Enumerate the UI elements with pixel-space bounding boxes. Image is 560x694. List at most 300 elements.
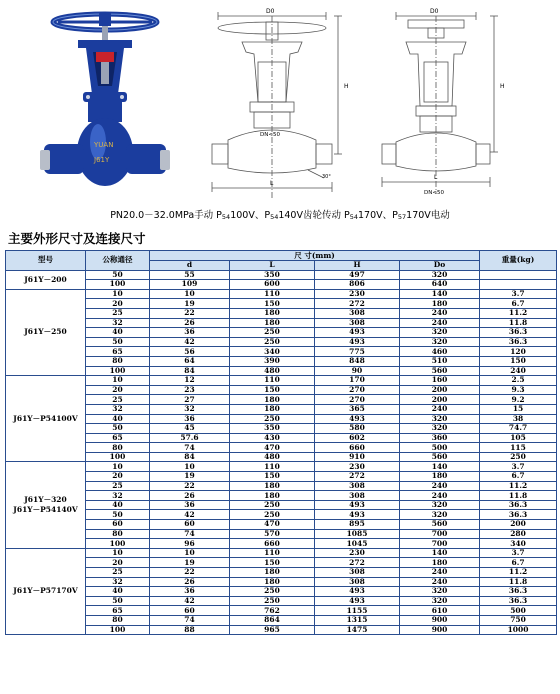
table-cell: 272 bbox=[315, 558, 400, 568]
table-cell: 36.3 bbox=[480, 328, 557, 338]
figure-caption bbox=[0, 207, 560, 221]
table-cell: 200 bbox=[400, 395, 480, 405]
header-d: d bbox=[150, 261, 230, 271]
table-cell: 320 bbox=[400, 500, 480, 510]
table-cell: 493 bbox=[315, 500, 400, 510]
table-cell: 340 bbox=[230, 347, 315, 357]
table-cell: 240 bbox=[400, 481, 480, 491]
table-cell: 40 bbox=[86, 328, 150, 338]
table-cell: 109 bbox=[150, 280, 230, 290]
table-cell: 895 bbox=[315, 520, 400, 530]
model-cell bbox=[6, 548, 86, 634]
h-label: H bbox=[344, 83, 349, 90]
table-cell: 25 bbox=[86, 395, 150, 405]
table-cell: 1000 bbox=[480, 625, 557, 635]
table-cell: 250 bbox=[230, 510, 315, 520]
table-cell: 320 bbox=[400, 328, 480, 338]
table-row bbox=[6, 596, 557, 606]
table-cell: 250 bbox=[230, 500, 315, 510]
table-cell: 250 bbox=[230, 596, 315, 606]
table-cell: 497 bbox=[315, 270, 400, 280]
table-row bbox=[6, 606, 557, 616]
valve-photo bbox=[38, 2, 173, 202]
table-cell: 65 bbox=[86, 347, 150, 357]
d0-label-right: D0 bbox=[430, 8, 439, 15]
table-cell: 32 bbox=[86, 577, 150, 587]
drawing-actuator bbox=[376, 2, 516, 205]
table-cell: 96 bbox=[150, 539, 230, 549]
table-cell: 19 bbox=[150, 472, 230, 482]
table-cell: 42 bbox=[150, 596, 230, 606]
l-label: L bbox=[270, 180, 274, 187]
caption-part: 170V、P bbox=[358, 210, 398, 221]
table-cell: 660 bbox=[230, 539, 315, 549]
table-cell: 64 bbox=[150, 356, 230, 366]
valve-model-text: J61Y bbox=[94, 156, 110, 164]
table-cell: 3.7 bbox=[480, 289, 557, 299]
table-cell: 25 bbox=[86, 481, 150, 491]
table-cell: 560 bbox=[400, 452, 480, 462]
table-cell: 308 bbox=[315, 481, 400, 491]
table-row bbox=[6, 356, 557, 366]
table-cell: 42 bbox=[150, 510, 230, 520]
table-cell: 320 bbox=[400, 424, 480, 434]
table-cell: 660 bbox=[315, 443, 400, 453]
table-cell: 80 bbox=[86, 529, 150, 539]
table-cell: 320 bbox=[400, 414, 480, 424]
table-cell: 272 bbox=[315, 472, 400, 482]
table-row bbox=[6, 472, 557, 482]
table-cell: 180 bbox=[230, 491, 315, 501]
drawing-handwheel bbox=[198, 2, 363, 205]
table-cell: 19 bbox=[150, 299, 230, 309]
table-cell: 110 bbox=[230, 376, 315, 386]
model-name: J61Y－320 bbox=[24, 495, 67, 505]
table-cell: 150 bbox=[230, 385, 315, 395]
table-cell: 50 bbox=[86, 270, 150, 280]
table-cell: 320 bbox=[400, 587, 480, 597]
table-cell: 140 bbox=[400, 548, 480, 558]
table-cell: 500 bbox=[480, 606, 557, 616]
table-cell: 560 bbox=[400, 366, 480, 376]
table-cell: 493 bbox=[315, 337, 400, 347]
table-cell: 20 bbox=[86, 385, 150, 395]
table-cell: 36 bbox=[150, 500, 230, 510]
table-cell: 240 bbox=[400, 491, 480, 501]
table-cell: 240 bbox=[400, 308, 480, 318]
table-cell: 74 bbox=[150, 443, 230, 453]
table-cell: 640 bbox=[400, 280, 480, 290]
table-row bbox=[6, 587, 557, 597]
caption-sub: 54 bbox=[270, 213, 279, 221]
model-name: J61Y－P57170V bbox=[13, 586, 78, 596]
caption-sub: 57 bbox=[397, 213, 407, 221]
table-cell: 1475 bbox=[315, 625, 400, 635]
table-cell: 320 bbox=[400, 596, 480, 606]
table-cell: 74 bbox=[150, 529, 230, 539]
table-cell: 365 bbox=[315, 404, 400, 414]
table-cell: 150 bbox=[230, 299, 315, 309]
table-cell: 32 bbox=[150, 404, 230, 414]
table-cell: 50 bbox=[86, 510, 150, 520]
table-cell: 308 bbox=[315, 491, 400, 501]
table-cell: 10 bbox=[150, 462, 230, 472]
table-cell: 470 bbox=[230, 520, 315, 530]
table-cell: 360 bbox=[400, 433, 480, 443]
table-cell: 110 bbox=[230, 289, 315, 299]
table-row bbox=[6, 433, 557, 443]
table-cell: 350 bbox=[230, 424, 315, 434]
table-cell: 250 bbox=[230, 337, 315, 347]
table-cell: 1315 bbox=[315, 615, 400, 625]
model-cell bbox=[6, 270, 86, 289]
table-cell: 56 bbox=[150, 347, 230, 357]
caption-part: 140V齿轮传动 P bbox=[278, 210, 350, 221]
table-cell: 700 bbox=[400, 529, 480, 539]
caption-part: 170V电动 bbox=[406, 210, 450, 221]
table-row bbox=[6, 347, 557, 357]
model-name: J61Y－P54100V bbox=[13, 413, 78, 423]
table-cell: 6.7 bbox=[480, 558, 557, 568]
caption-part: PN20.0－32.0MPa手动 P bbox=[110, 210, 222, 221]
table-cell: 965 bbox=[230, 625, 315, 635]
table-cell: 50 bbox=[86, 596, 150, 606]
table-cell: 180 bbox=[230, 568, 315, 578]
table-cell: 38 bbox=[480, 414, 557, 424]
table-cell: 580 bbox=[315, 424, 400, 434]
table-cell: 11.2 bbox=[480, 568, 557, 578]
table-cell: 775 bbox=[315, 347, 400, 357]
model-name: J61Y－200 bbox=[24, 274, 67, 284]
table-cell: 240 bbox=[400, 318, 480, 328]
table-cell: 493 bbox=[315, 596, 400, 606]
table-cell: 10 bbox=[150, 548, 230, 558]
table-cell: 460 bbox=[400, 347, 480, 357]
table-row bbox=[6, 289, 557, 299]
table-cell: 270 bbox=[315, 385, 400, 395]
table-cell: 11.8 bbox=[480, 491, 557, 501]
section-title: 主要外形尺寸及连接尺寸 bbox=[8, 231, 146, 246]
table-cell: 150 bbox=[230, 558, 315, 568]
table-cell: 36.3 bbox=[480, 337, 557, 347]
table-cell: 240 bbox=[480, 366, 557, 376]
model-cell bbox=[6, 462, 86, 548]
table-cell: 180 bbox=[400, 558, 480, 568]
table-cell: 560 bbox=[400, 520, 480, 530]
table-cell: 240 bbox=[400, 404, 480, 414]
table-cell: 570 bbox=[230, 529, 315, 539]
table-cell: 57.6 bbox=[150, 433, 230, 443]
table-cell: 32 bbox=[86, 318, 150, 328]
table-cell: 36 bbox=[150, 328, 230, 338]
table-cell: 74 bbox=[150, 615, 230, 625]
table-cell: 602 bbox=[315, 433, 400, 443]
table-cell: 900 bbox=[400, 615, 480, 625]
table-row bbox=[6, 568, 557, 578]
table-cell: 250 bbox=[480, 452, 557, 462]
header-D0: Do bbox=[400, 261, 480, 271]
table-cell: 200 bbox=[480, 520, 557, 530]
table-cell: 230 bbox=[315, 289, 400, 299]
table-cell: 180 bbox=[400, 472, 480, 482]
table-cell: 762 bbox=[230, 606, 315, 616]
table-row bbox=[6, 548, 557, 558]
table-cell: 25 bbox=[86, 568, 150, 578]
model-name: J61Y－250 bbox=[24, 327, 67, 337]
table-cell: 350 bbox=[230, 270, 315, 280]
table-cell: 11.8 bbox=[480, 318, 557, 328]
table-cell: 390 bbox=[230, 356, 315, 366]
table-cell: 36 bbox=[150, 414, 230, 424]
table-cell: 6.7 bbox=[480, 299, 557, 309]
table-cell: 36.3 bbox=[480, 510, 557, 520]
table-cell: 610 bbox=[400, 606, 480, 616]
table-cell bbox=[480, 270, 557, 280]
table-row bbox=[6, 529, 557, 539]
table-cell: 500 bbox=[400, 443, 480, 453]
table-row bbox=[6, 404, 557, 414]
table-cell: 22 bbox=[150, 308, 230, 318]
table-cell: 20 bbox=[86, 558, 150, 568]
table-cell: 848 bbox=[315, 356, 400, 366]
h-label-right: H bbox=[500, 83, 505, 90]
table-cell: 272 bbox=[315, 299, 400, 309]
table-cell: 50 bbox=[86, 337, 150, 347]
angle-label: 30° bbox=[322, 174, 331, 180]
table-cell: 1085 bbox=[315, 529, 400, 539]
table-cell: 150 bbox=[230, 472, 315, 482]
table-cell: 115 bbox=[480, 443, 557, 453]
table-cell: 110 bbox=[230, 462, 315, 472]
header-L: L bbox=[230, 261, 315, 271]
table-cell: 40 bbox=[86, 500, 150, 510]
model-cell bbox=[6, 376, 86, 462]
model-cell bbox=[6, 289, 86, 375]
table-cell: 240 bbox=[400, 577, 480, 587]
table-cell: 32 bbox=[86, 491, 150, 501]
table-row bbox=[6, 414, 557, 424]
table-cell: 910 bbox=[315, 452, 400, 462]
table-cell: 100 bbox=[86, 366, 150, 376]
table-row bbox=[6, 452, 557, 462]
caption-sub: 54 bbox=[221, 213, 231, 221]
table-cell: 10 bbox=[86, 462, 150, 472]
table-cell: 180 bbox=[230, 481, 315, 491]
table-row bbox=[6, 443, 557, 453]
table-cell: 2.5 bbox=[480, 376, 557, 386]
table-cell: 493 bbox=[315, 587, 400, 597]
table-cell: 90 bbox=[315, 366, 400, 376]
table-cell: 100 bbox=[86, 452, 150, 462]
table-cell: 88 bbox=[150, 625, 230, 635]
table-cell: 20 bbox=[86, 472, 150, 482]
table-cell: 1045 bbox=[315, 539, 400, 549]
table-cell: 3.7 bbox=[480, 548, 557, 558]
table-row bbox=[6, 491, 557, 501]
table-row bbox=[6, 539, 557, 549]
table-row bbox=[6, 318, 557, 328]
table-cell: 25 bbox=[86, 308, 150, 318]
table-cell: 340 bbox=[480, 539, 557, 549]
table-cell: 160 bbox=[400, 376, 480, 386]
table-cell: 180 bbox=[230, 577, 315, 587]
table-cell: 308 bbox=[315, 577, 400, 587]
table-cell: 250 bbox=[230, 328, 315, 338]
table-row bbox=[6, 500, 557, 510]
table-row bbox=[6, 615, 557, 625]
table-cell: 9.2 bbox=[480, 395, 557, 405]
table-cell bbox=[480, 280, 557, 290]
dn-label-right: DN<50 bbox=[424, 190, 444, 196]
table-cell: 36.3 bbox=[480, 596, 557, 606]
table-cell: 320 bbox=[400, 510, 480, 520]
table-cell: 27 bbox=[150, 395, 230, 405]
table-row bbox=[6, 376, 557, 386]
table-cell: 65 bbox=[86, 606, 150, 616]
table-cell: 308 bbox=[315, 318, 400, 328]
table-cell: 170 bbox=[315, 376, 400, 386]
table-row bbox=[6, 424, 557, 434]
table-row bbox=[6, 625, 557, 635]
table-cell: 60 bbox=[86, 520, 150, 530]
table-row bbox=[6, 577, 557, 587]
table-cell: 40 bbox=[86, 587, 150, 597]
header-dn: 公称通径 bbox=[86, 251, 150, 271]
table-cell: 36.3 bbox=[480, 500, 557, 510]
table-cell: 806 bbox=[315, 280, 400, 290]
table-cell: 150 bbox=[480, 356, 557, 366]
table-row bbox=[6, 337, 557, 347]
table-cell: 308 bbox=[315, 308, 400, 318]
table-cell: 100 bbox=[86, 625, 150, 635]
table-cell: 600 bbox=[230, 280, 315, 290]
table-row bbox=[6, 270, 557, 280]
table-row bbox=[6, 481, 557, 491]
table-row bbox=[6, 395, 557, 405]
table-cell: 230 bbox=[315, 462, 400, 472]
table-cell: 140 bbox=[400, 289, 480, 299]
table-cell: 22 bbox=[150, 481, 230, 491]
table-cell: 22 bbox=[150, 568, 230, 578]
table-cell: 80 bbox=[86, 443, 150, 453]
table-cell: 26 bbox=[150, 577, 230, 587]
table-cell: 180 bbox=[230, 318, 315, 328]
table-cell: 42 bbox=[150, 337, 230, 347]
table-row bbox=[6, 510, 557, 520]
table-cell: 36 bbox=[150, 587, 230, 597]
header-model: 型号 bbox=[6, 251, 86, 271]
table-cell: 36.3 bbox=[480, 587, 557, 597]
table-cell: 250 bbox=[230, 587, 315, 597]
table-cell: 250 bbox=[230, 414, 315, 424]
table-cell: 60 bbox=[150, 520, 230, 530]
table-cell: 100 bbox=[86, 539, 150, 549]
table-cell: 10 bbox=[86, 289, 150, 299]
table-cell: 480 bbox=[230, 366, 315, 376]
table-cell: 320 bbox=[400, 337, 480, 347]
table-row bbox=[6, 385, 557, 395]
table-row bbox=[6, 328, 557, 338]
table-cell: 65 bbox=[86, 433, 150, 443]
table-cell: 750 bbox=[480, 615, 557, 625]
table-row bbox=[6, 308, 557, 318]
table-cell: 10 bbox=[86, 548, 150, 558]
table-cell: 308 bbox=[315, 568, 400, 578]
table-cell: 180 bbox=[230, 404, 315, 414]
table-cell: 84 bbox=[150, 452, 230, 462]
table-cell: 9.3 bbox=[480, 385, 557, 395]
table-cell: 120 bbox=[480, 347, 557, 357]
table-cell: 270 bbox=[315, 395, 400, 405]
table-row bbox=[6, 462, 557, 472]
table-cell: 140 bbox=[400, 462, 480, 472]
table-cell: 26 bbox=[150, 318, 230, 328]
table-cell: 3.7 bbox=[480, 462, 557, 472]
table-cell: 12 bbox=[150, 376, 230, 386]
valve-brand-text: YUAN bbox=[94, 141, 114, 149]
table-cell: 45 bbox=[150, 424, 230, 434]
table-cell: 180 bbox=[230, 395, 315, 405]
header-H: H bbox=[315, 261, 400, 271]
table-cell: 320 bbox=[400, 270, 480, 280]
caption-part: 100V、P bbox=[230, 210, 271, 221]
header-size: 尺 寸(mm) bbox=[150, 251, 480, 261]
table-cell: 900 bbox=[400, 625, 480, 635]
table-cell: 105 bbox=[480, 433, 557, 443]
table-cell: 280 bbox=[480, 529, 557, 539]
table-cell: 180 bbox=[400, 299, 480, 309]
l-label-right: L bbox=[434, 174, 438, 181]
table-cell: 15 bbox=[480, 404, 557, 414]
table-cell: 84 bbox=[150, 366, 230, 376]
table-cell: 20 bbox=[86, 299, 150, 309]
header-weight: 重量(kg) bbox=[480, 251, 557, 271]
table-cell: 480 bbox=[230, 452, 315, 462]
table-cell: 10 bbox=[86, 376, 150, 386]
table-cell: 11.2 bbox=[480, 481, 557, 491]
dimension-table bbox=[5, 250, 557, 635]
table-cell: 240 bbox=[400, 568, 480, 578]
table-cell: 493 bbox=[315, 510, 400, 520]
table-cell: 864 bbox=[230, 615, 315, 625]
table-cell: 11.2 bbox=[480, 308, 557, 318]
dn-label: DN<50 bbox=[260, 132, 280, 138]
table-row bbox=[6, 299, 557, 309]
table-cell: 180 bbox=[230, 308, 315, 318]
table-cell: 80 bbox=[86, 356, 150, 366]
table-cell: 11.8 bbox=[480, 577, 557, 587]
table-cell: 55 bbox=[150, 270, 230, 280]
table-cell: 700 bbox=[400, 539, 480, 549]
table-cell: 26 bbox=[150, 491, 230, 501]
table-cell: 6.7 bbox=[480, 472, 557, 482]
table-cell: 32 bbox=[86, 404, 150, 414]
table-row bbox=[6, 520, 557, 530]
model-name: J61Y－P54140V bbox=[13, 505, 78, 515]
table-cell: 230 bbox=[315, 548, 400, 558]
figure-area bbox=[0, 0, 560, 228]
table-cell: 1155 bbox=[315, 606, 400, 616]
table-cell: 100 bbox=[86, 280, 150, 290]
table-cell: 430 bbox=[230, 433, 315, 443]
table-cell: 40 bbox=[86, 414, 150, 424]
table-cell: 470 bbox=[230, 443, 315, 453]
table-cell: 23 bbox=[150, 385, 230, 395]
d0-label: D0 bbox=[266, 8, 275, 15]
table-cell: 74.7 bbox=[480, 424, 557, 434]
table-row bbox=[6, 366, 557, 376]
table-cell: 10 bbox=[150, 289, 230, 299]
